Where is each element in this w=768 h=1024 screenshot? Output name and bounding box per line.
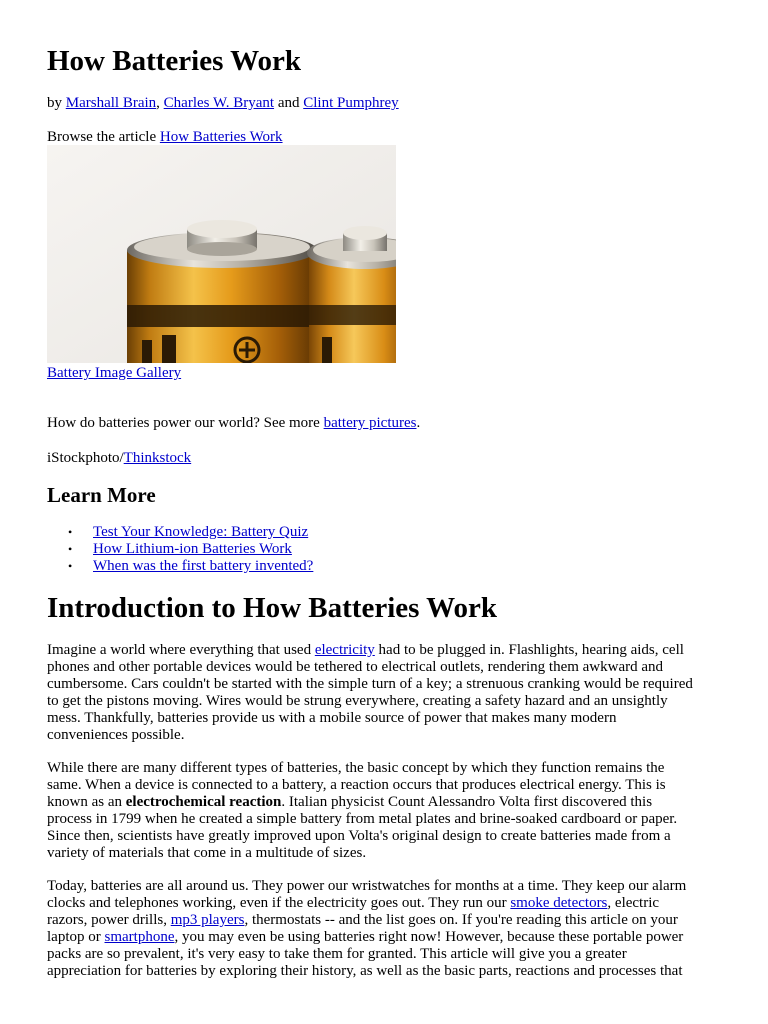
electricity-link[interactable]: electricity [314, 642, 375, 658]
author-link-marshall-brain[interactable]: Marshall Brain [65, 95, 157, 111]
image-credit [47, 449, 191, 467]
thinkstock-link[interactable]: Thinkstock [123, 450, 192, 466]
paragraph-line: conveniences possible. [47, 727, 185, 743]
battery-photo [47, 145, 396, 363]
smartphone-link[interactable]: smartphone [104, 929, 175, 945]
paragraph-line: Since then, scientists have greatly improved upon Volta's original design to create batteries made from a [47, 828, 671, 844]
paragraph-line [47, 929, 727, 946]
paragraph-line: phones and other portable devices would be tethered to electrical outlets, rendering them awkward and [47, 659, 664, 675]
learn-more-link-lithium-ion[interactable]: How Lithium-ion Batteries Work [93, 541, 292, 557]
paragraph-line: appreciation for batteries by exploring their history, as well as the basic parts, reactions and processes that [47, 963, 683, 979]
paragraph-line: mess. Thankfully, batteries provide us with a mobile source of power that makes many modern [47, 710, 617, 726]
list-item [68, 524, 313, 541]
battery-image-gallery-link[interactable]: Battery Image Gallery [47, 365, 182, 381]
browse-prefix: Browse the article [47, 129, 160, 145]
paragraph-line [47, 912, 727, 929]
learn-more-link-first-battery[interactable]: When was the first battery invented? [93, 558, 314, 574]
bullet-icon: • [68, 525, 73, 539]
paragraph-line [47, 794, 727, 811]
page-title: How Batteries Work [47, 45, 301, 77]
bold-term: electrochemical reaction [125, 794, 282, 810]
paragraph-line: same. When a device is connected to a battery, a reaction occurs that produces electrical energy. This is [47, 777, 666, 793]
paragraph-1 [47, 642, 727, 744]
author-link-charles-bryant[interactable]: Charles W. Bryant [163, 95, 275, 111]
paragraph-line: variety of materials that come in a multitude of sizes. [47, 845, 367, 861]
text-run: , electric [607, 895, 660, 911]
section-heading-introduction: Introduction to How Batteries Work [47, 592, 498, 624]
caption-text: How do batteries power our world? See more [47, 415, 324, 431]
paragraph-2 [47, 760, 727, 862]
bullet-icon: • [68, 542, 73, 556]
byline-separator: , [156, 95, 164, 111]
text-run: , thermostats -- and the list goes on. If you're reading this article on your [244, 912, 678, 928]
paragraph-line: cumbersome. Cars couldn't be started with the simple turn of a key; a strenuous cranking would be required [47, 676, 693, 692]
text-run: known as an [47, 794, 126, 810]
text-run: laptop or [47, 929, 105, 945]
list-item [68, 541, 313, 558]
list-item [68, 558, 314, 575]
learn-more-list [47, 524, 313, 575]
credit-prefix: iStockphoto/ [47, 450, 124, 466]
image-caption [47, 414, 420, 432]
paragraph-line [47, 895, 727, 912]
browse-article-link[interactable]: How Batteries Work [159, 129, 283, 145]
text-run: . Italian physicist Count Alessandro Volta first discovered this [281, 794, 653, 810]
text-run: razors, power drills, [47, 912, 171, 928]
bullet-icon: • [68, 559, 73, 573]
author-link-clint-pumphrey[interactable]: Clint Pumphrey [303, 95, 399, 111]
text-run: had to be plugged in. Flashlights, hearing aids, cell [374, 642, 684, 658]
paragraph-line: Today, batteries are all around us. They power our wristwatches for months at a time. They keep our alarm [47, 878, 687, 894]
paragraph-line: While there are many different types of batteries, the basic concept by which they function remains the [47, 760, 665, 776]
mp3-players-link[interactable]: mp3 players [170, 912, 245, 928]
learn-more-heading: Learn More [47, 483, 156, 507]
paragraph-line: packs are so prevalent, it's very easy to take them for granted. This article will give you a greater [47, 946, 627, 962]
byline [47, 94, 399, 112]
paragraph-3 [47, 878, 727, 980]
paragraph-line: process in 1799 when he created a simple battery from metal plates and brine-soaked cardboard or paper. [47, 811, 678, 827]
battery-photo-icon [47, 145, 396, 363]
paragraph-line [47, 642, 727, 659]
smoke-detectors-link[interactable]: smoke detectors [510, 895, 608, 911]
paragraph-line: to get the pistons moving. Wires would be strung everywhere, creating a safety hazard and an unsightly [47, 693, 668, 709]
byline-prefix: by [47, 95, 66, 111]
caption-suffix: . [416, 415, 421, 431]
text-run: , you may even be using batteries right now! However, because these portable power [174, 929, 684, 945]
battery-pictures-link[interactable]: battery pictures [323, 415, 417, 431]
text-run: clocks and telephones working, even if the electricity goes out. They run our [47, 895, 511, 911]
text-run: Imagine a world where everything that used [47, 642, 315, 658]
browse-line [47, 128, 283, 146]
learn-more-link-battery-quiz[interactable]: Test Your Knowledge: Battery Quiz [93, 524, 309, 540]
byline-separator: and [274, 95, 304, 111]
